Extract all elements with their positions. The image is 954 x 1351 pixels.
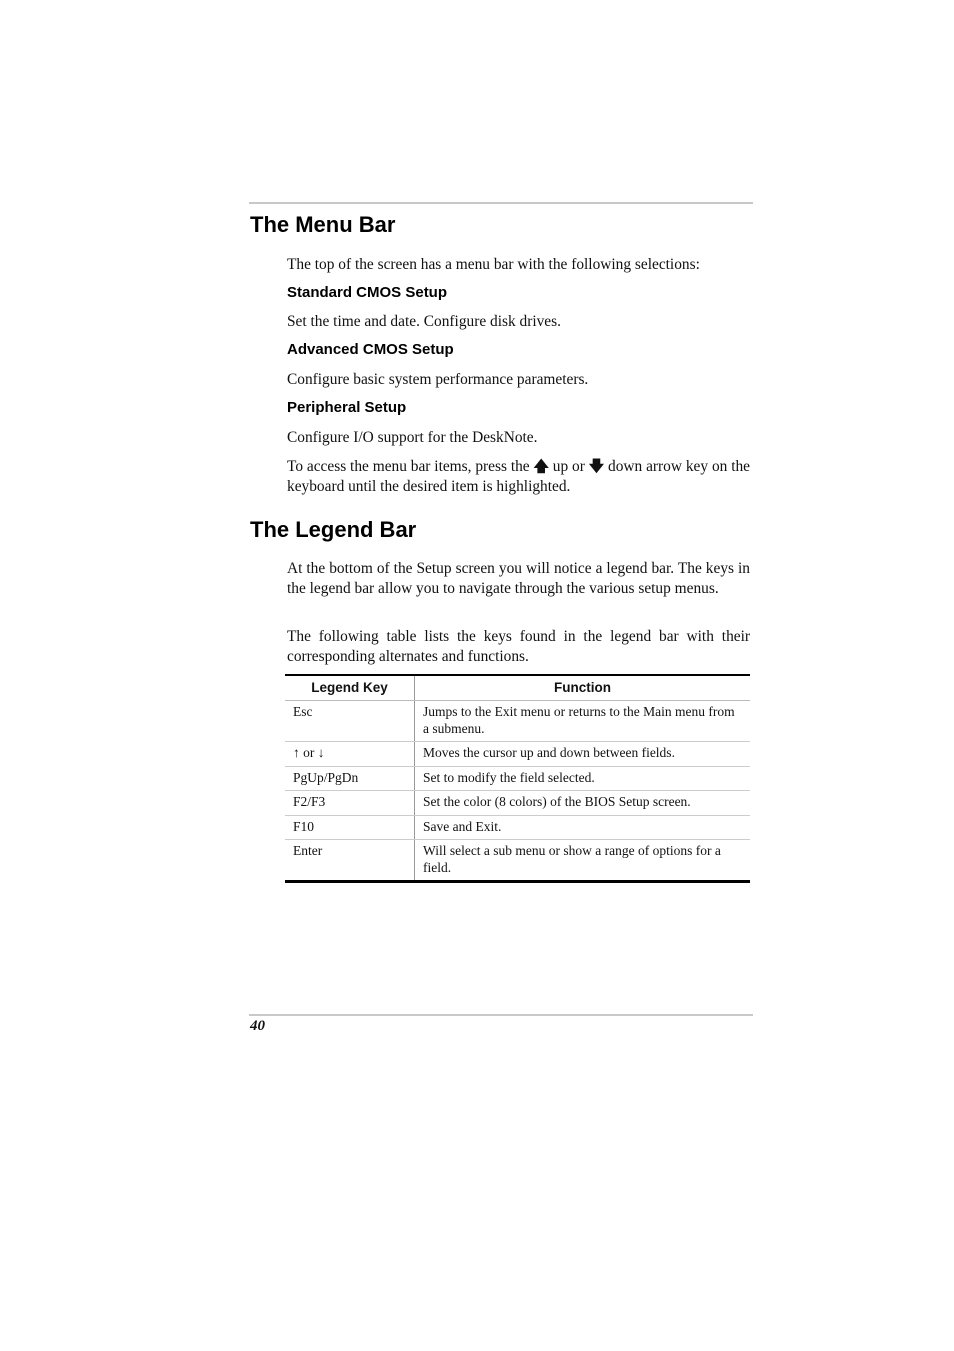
function-cell: Jumps to the Exit menu or returns to the Main menu from a submenu. (415, 701, 751, 742)
page-number: 40 (250, 1018, 265, 1034)
up-arrow-icon: 🡅 (533, 457, 549, 475)
access-text-before: To access the menu bar items, press the (287, 458, 534, 475)
table-row (285, 840, 750, 882)
menu-bar-intro: The top of the screen has a menu bar with the following selections: (287, 256, 700, 273)
header-function: Function (415, 675, 751, 701)
legend-key-cell: Enter (285, 840, 415, 882)
access-text-after: down arrow key on the keyboard until the desired item is highlighted. (287, 458, 750, 495)
peripheral-setup-text: Configure I/O support for the DeskNote. (287, 429, 538, 446)
advanced-cmos-heading: Advanced CMOS Setup (287, 341, 454, 358)
top-rule (249, 202, 753, 204)
table-row (285, 701, 750, 742)
legend-key-cell: ↑ or ↓ (285, 742, 415, 767)
legend-key-cell: F2/F3 (285, 791, 415, 816)
legend-bar-para-2: The following table lists the keys found in the legend bar with their corresponding alternates and functions. (287, 628, 750, 665)
legend-key-cell: F10 (285, 815, 415, 840)
table-header-row (285, 675, 750, 701)
function-cell: Set the color (8 colors) of the BIOS Setup screen. (415, 791, 751, 816)
down-arrow-icon: 🡇 (588, 457, 605, 475)
legend-key-table (285, 674, 750, 883)
advanced-cmos-text: Configure basic system performance parameters. (287, 371, 589, 388)
access-text-middle: up or (548, 458, 589, 475)
footer-rule (249, 1014, 753, 1016)
peripheral-setup-heading: Peripheral Setup (287, 399, 407, 416)
table-row (285, 815, 750, 840)
legend-bar-title: The Legend Bar (250, 517, 417, 542)
function-cell: Set to modify the field selected. (415, 766, 751, 791)
legend-bar-para-1: At the bottom of the Setup screen you will notice a legend bar. The keys in the legend bar allow you to navigate through the various setup menus. (287, 560, 750, 597)
function-cell: Will select a sub menu or show a range of options for a field. (423, 843, 721, 875)
standard-cmos-text: Set the time and date. Configure disk drives. (287, 313, 561, 330)
menu-bar-title: The Menu Bar (250, 212, 396, 237)
header-legend-key: Legend Key (285, 675, 415, 701)
standard-cmos-heading: Standard CMOS Setup (287, 284, 448, 301)
table-row (285, 766, 750, 791)
table-row (285, 742, 750, 767)
function-cell: Save and Exit. (415, 815, 751, 840)
legend-key-cell: Esc (285, 701, 415, 742)
table-row (285, 791, 750, 816)
legend-key-cell: PgUp/PgDn (285, 766, 415, 791)
function-cell: Moves the cursor up and down between fields. (415, 742, 751, 767)
access-instructions (287, 457, 750, 496)
